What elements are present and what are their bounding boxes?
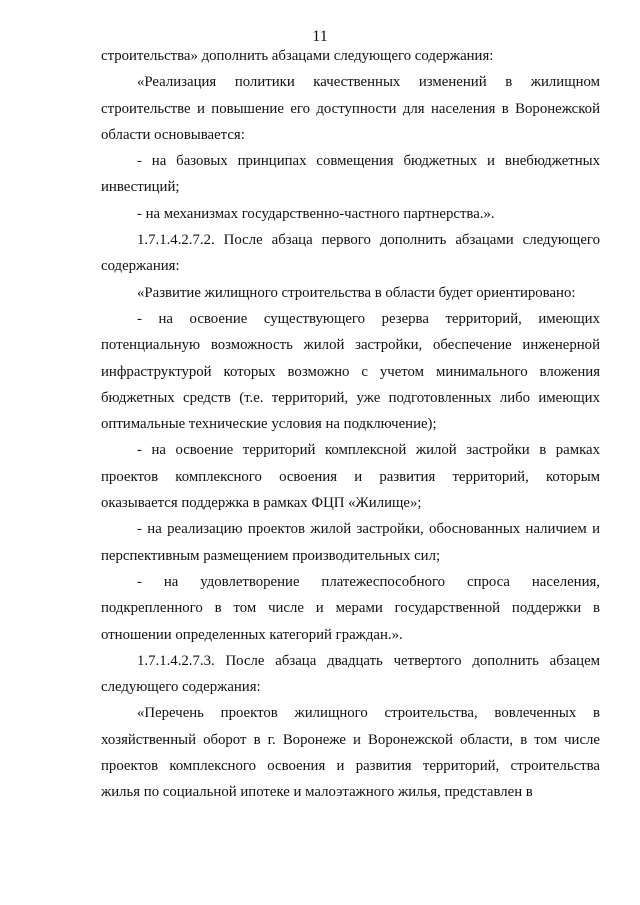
paragraph-line: оказывается поддержка в рамках ФЦП «Жилище»; [101,495,422,512]
paragraph-line: 1.7.1.4.2.7.2. После абзаца первого дополнить абзацами следующего [137,232,600,249]
page-number: 11 [312,28,328,45]
paragraph-line: потенциальную возможность жилой застройки, обеспечение инженерной [101,337,600,354]
paragraph-line: - на освоение территорий комплексной жилой застройки в рамках [137,442,600,459]
paragraph-line: - на освоение существующего резерва территорий, имеющих [137,310,600,327]
paragraph-line: хозяйственный оборот в г. Воронеже и Воронежской области, в том числе [101,731,600,748]
paragraph-line: - на реализацию проектов жилой застройки, обоснованных наличием и [137,521,600,538]
paragraph-line: строительства» дополнить абзацами следующего содержания: [101,48,494,64]
paragraph-line: «Реализация политики качественных изменений в жилищном [137,74,600,91]
paragraph-line: отношении определенных категорий граждан.». [101,626,403,643]
document-body [101,43,600,806]
paragraph-line: строительстве и повышение его доступности для населения в Воронежской [101,100,600,117]
paragraph-line: проектов комплексного освоения и развития территорий, которым [101,468,600,485]
paragraph-line: «Развитие жилищного строительства в области будет ориентировано: [137,284,576,301]
paragraph-line: следующего содержания: [101,679,261,696]
paragraph-line: инфраструктурой которых возможно с учетом минимального вложения [101,363,600,380]
paragraph-line: оптимальные технические условия на подключение); [101,416,437,433]
paragraph-line: - на удовлетворение платежеспособного спроса населения, [137,573,600,590]
paragraph-line: содержания: [101,258,180,275]
paragraph-line: перспективным размещением производительных сил; [101,547,441,564]
paragraph-line: жилья по социальной ипотеке и малоэтажного жилья, представлен в [101,784,533,801]
paragraph-line: бюджетных средств (т.е. территорий, уже подготовленных либо имеющих [101,389,600,406]
paragraph-line: проектов комплексного освоения и развития территорий, строительства [101,758,600,775]
paragraph-line: - на базовых принципах совмещения бюджетных и внебюджетных [137,153,600,170]
paragraph-line: - на механизмах государственно-частного партнерства.». [137,205,495,222]
paragraph-line: подкрепленного в том числе и мерами государственной поддержки в [101,600,600,617]
paragraph-line: «Перечень проектов жилищного строительства, вовлеченных в [137,705,600,722]
paragraph-line: инвестиций; [101,179,180,196]
paragraph-line: области основывается: [101,126,245,143]
paragraph-line: 1.7.1.4.2.7.3. После абзаца двадцать четвертого дополнить абзацем [137,652,600,669]
